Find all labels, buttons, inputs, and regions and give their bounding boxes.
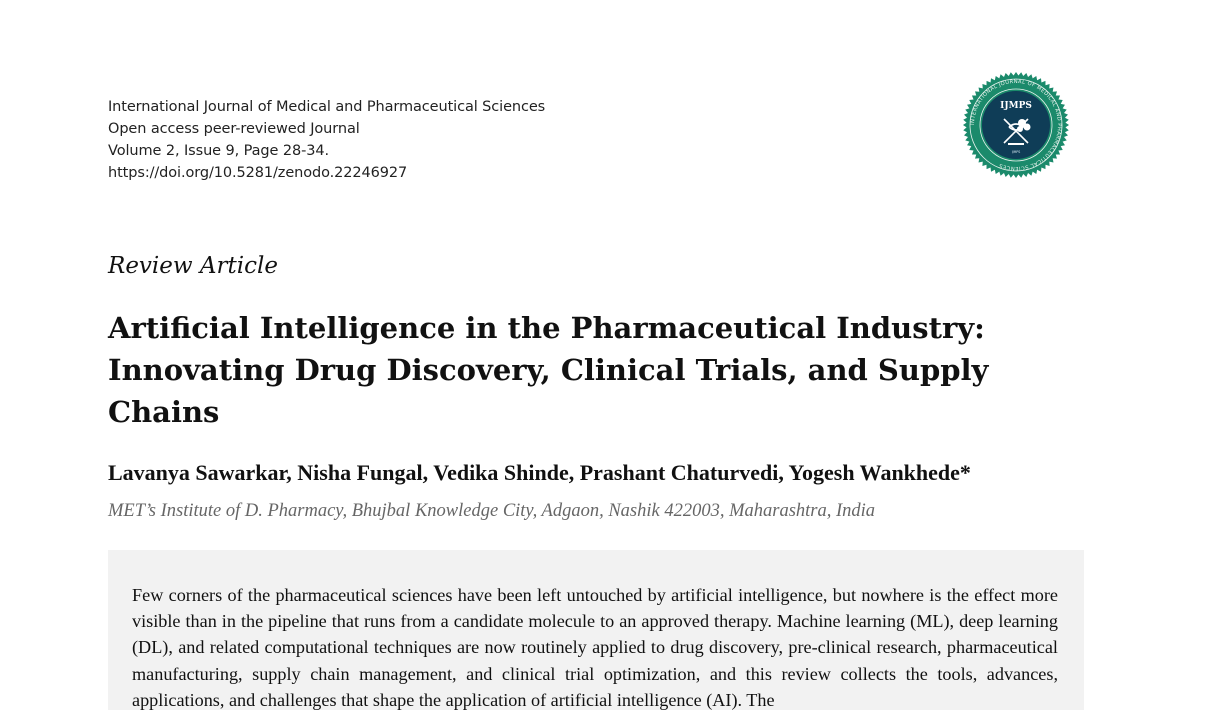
author-affiliation: MET’s Institute of D. Pharmacy, Bhujbal Knowledge City, Adgaon, Nashik 422003, Maharashtra, India [108,501,876,521]
journal-name: International Journal of Medical and Pharmaceutical Sciences [108,99,546,115]
journal-header [108,96,545,184]
logo-ring-text: INTERNATIONAL JOURNAL OF MEDICAL AND PHARMACEUTICAL SCIENCES [969,78,1063,172]
abstract-text: Few corners of the pharmaceutical sciences have been left untouched by artificial intelligence, but nowhere is the effect more visible than in the pipeline that runs from a candidate molecule to an approved therapy. Machine learning (ML), deep learning (DL), and related computational techniques are now routinely applied to drug discovery, pre-clinical research, pharmaceutical manufacturing, supply chain management, and clinical trial optimization, and this review collects the tools, advances, applications, and challenges that shape the application of artificial intelligence (AI). The [132,585,1058,710]
journal-access: Open access peer-reviewed Journal [108,121,360,137]
abstract-box [108,550,1084,710]
journal-seal-icon [962,71,1070,179]
journal-volume: Volume 2, Issue 9, Page 28-34. [108,143,329,159]
journal-logo [962,71,1070,179]
article-title: Artificial Intelligence in the Pharmaceutical Industry: Innovating Drug Discovery, Clinical Trials, and Supply Chains [108,311,989,429]
svg-text:IJMPS: IJMPS [1011,150,1021,154]
logo-abbreviation: IJMPS [1000,101,1032,111]
author-list: Lavanya Sawarkar, Nisha Fungal, Vedika Shinde, Prashant Chaturvedi, Yogesh Wankhede* [108,460,971,485]
journal-doi-link[interactable]: https://doi.org/10.5281/zenodo.22246927 [108,165,408,181]
article-type: Review Article [108,253,278,279]
